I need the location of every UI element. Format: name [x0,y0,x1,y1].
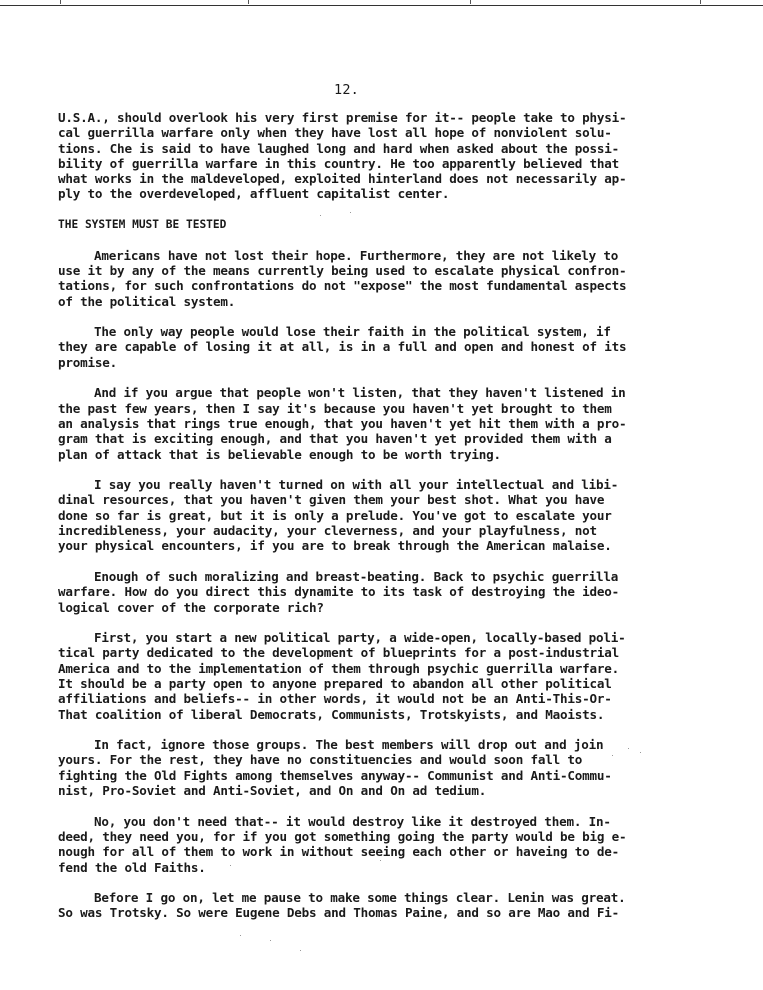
text-line: tical party dedicated to the development of blueprints for a post-industrial [58,645,620,661]
text-line: In fact, ignore those groups. The best members will drop out and join [94,737,604,753]
scan-speck [300,950,301,951]
text-line: incredibleness, your audacity, your cleverness, and your playfulness, not [58,523,597,539]
rule-tick [700,0,701,4]
section-heading [58,217,648,232]
text-line: U.S.A., should overlook his very first premise for it-- people take to physi- [58,110,627,125]
text-line: yours. For the rest, they have no constituencies and would soon fall to [58,752,583,768]
text-line: Enough of such moralizing and breast-beating. Back to psychic guerrilla [94,568,619,584]
scan-speck [240,935,241,936]
document-body [58,110,648,936]
page-number: 12. [334,82,359,98]
text-line: gram that is exciting enough, and that you haven't yet provided them with a [58,431,612,447]
paragraph [58,890,648,921]
text-line: fend the old Faiths. [58,859,206,875]
text-line: nough for all of them to work in without seeing each other or haveing to de- [58,844,620,860]
scan-speck [270,940,271,941]
text-line: plan of attack that is believable enough to be worth trying. [58,446,501,462]
text-line: nist, Pro-Soviet and Anti-Soviet, and On and On ad tedium. [58,783,487,799]
text-line: promise. [58,354,118,370]
paragraph [58,737,648,798]
text-line: your physical encounters, if you are to break through the American malaise. [58,538,612,554]
text-line: THE SYSTEM MUST BE TESTED [58,218,227,232]
text-line: Before I go on, let me pause to make some things clear. Lenin was great. [94,890,626,906]
text-line: done so far is great, but it is only a prelude. You've got to escalate your [58,507,612,523]
text-line: the past few years, then I say it's because you haven't yet brought to them [58,400,612,416]
scan-speck [350,212,351,213]
top-edge-rule [0,0,763,6]
text-line: It should be a party open to anyone prepared to abandon all other political [58,675,612,691]
text-line: dinal resources, that you haven't given them your best shot. What you have [58,492,605,508]
paragraph [58,477,648,553]
text-line: affiliations and beliefs-- in other words, it would not be an Anti-This-Or- [58,691,612,707]
rule-tick [470,0,471,4]
text-line: The only way people would lose their faith in the political system, if [94,324,611,340]
text-line: what works in the maldeveloped, exploited hinterland does not necessarily ap- [58,171,627,187]
paragraph [58,569,648,615]
text-line: I say you really haven't turned on with all your intellectual and libi- [94,477,619,493]
text-line: So was Trotsky. So were Eugene Debs and Thomas Paine, and so are Mao and Fi- [58,905,620,921]
paragraph [58,248,648,309]
paragraph [58,110,648,202]
text-line: an analysis that rings true enough, that you haven't yet hit them with a pro- [58,415,627,431]
text-line: ply to the overdeveloped, affluent capitalist center. [58,186,450,202]
text-line: cal guerrilla warfare only when they have lost all hope of nonviolent solu- [58,125,612,141]
text-line: First, you start a new political party, a wide-open, locally-based poli- [94,630,626,646]
text-line: they are capable of losing it at all, is in a full and open and honest of its [58,339,627,355]
text-line: bility of guerrilla warfare in this country. He too apparently believed that [58,155,620,171]
paragraph [58,324,648,370]
scan-speck [320,215,321,216]
text-line: tations, for such confrontations do not "expose" the most fundamental aspects [58,278,627,294]
text-line: America and to the implementation of them through psychic guerrilla warfare. [58,660,620,676]
text-line: warfare. How do you direct this dynamite to its task of destroying the ideo- [58,584,620,600]
text-line: fighting the Old Fights among themselves anyway-- Communist and Anti-Commu- [58,767,612,783]
paragraph [58,630,648,722]
paragraph [58,814,648,875]
scan-speck [612,755,613,756]
rule-tick [248,0,249,4]
text-line: Americans have not lost their hope. Furthermore, they are not likely to [94,247,619,263]
paragraph [58,385,648,461]
text-line: tions. Che is said to have laughed long and hard when asked about the possi- [58,140,620,156]
text-line: logical cover of the corporate rich? [58,599,324,615]
scan-speck [640,752,641,753]
scan-speck [628,748,629,749]
text-line: use it by any of the means currently being used to escalate physical confron- [58,262,627,278]
rule-tick [60,0,61,4]
scan-speck [230,865,231,866]
text-line: And if you argue that people won't listen, that they haven't listened in [94,385,626,401]
text-line: of the political system. [58,293,236,309]
text-line: That coalition of liberal Democrats, Communists, Trotskyists, and Maoists. [58,706,605,722]
text-line: deed, they need you, for if you got something going the party would be big e- [58,828,627,844]
scan-speck [380,860,381,861]
text-line: No, you don't need that-- it would destroy like it destroyed them. In- [94,813,611,829]
